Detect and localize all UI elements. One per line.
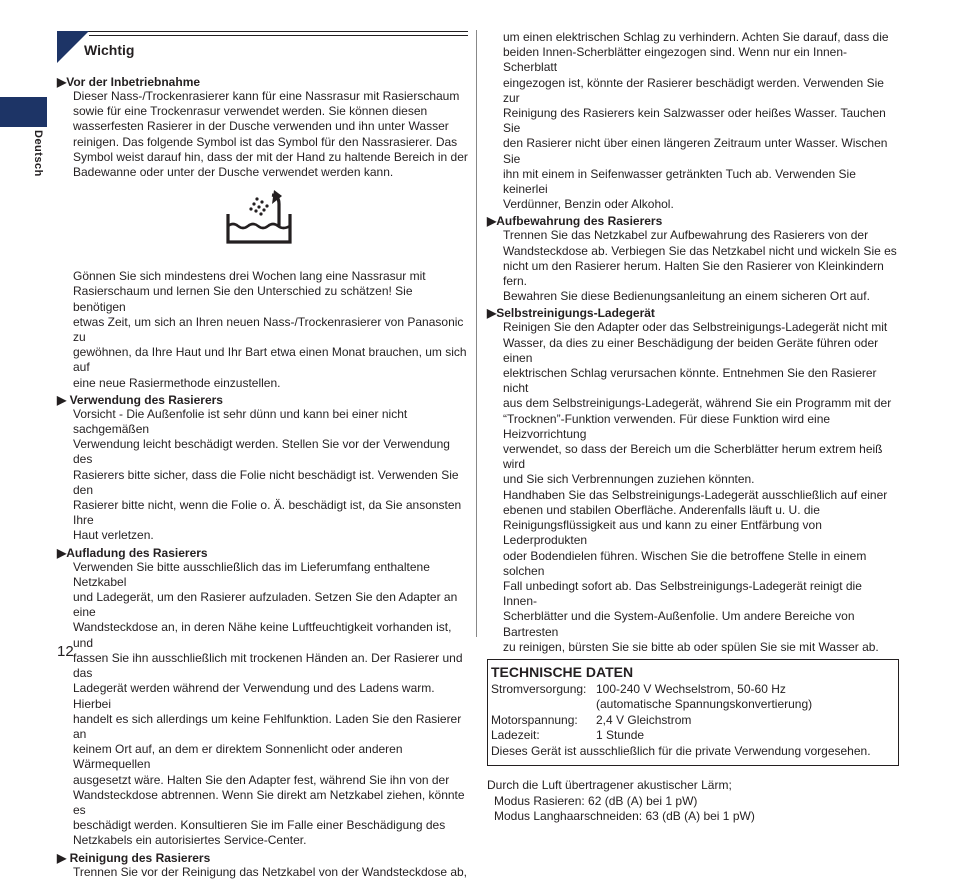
column-divider: [476, 30, 477, 637]
tech-value: 2,4 V Gleichstrom: [596, 712, 692, 727]
text-line: Haut verletzen.: [73, 528, 154, 543]
text-line: Reinigungsflüssigkeit aus und kann zu einer Entfärbung von Lederprodukten: [503, 518, 822, 548]
paragraph-vor-inbetriebnahme: [73, 89, 468, 180]
text-line: “Trocknen”-Funktion verwenden. Für diese Funktion wird eine Heizvorrichtung: [503, 411, 831, 441]
heading-selbstreinigung: ▶Selbstreinigungs-Ladegerät: [487, 306, 655, 321]
text-line: zu reinigen, bürsten Sie sie bitte ab oder spülen Sie sie mit Wasser ab.: [503, 639, 879, 654]
text-line: Handhaben Sie das Selbstreinigungs-Ladegerät ausschließlich auf einer: [503, 487, 888, 502]
paragraph-verwendung: [73, 407, 468, 544]
text-line: fassen Sie ihn ausschließlich mit trockenen Händen an. Der Rasierer und das: [73, 650, 463, 681]
page-number: 12: [57, 643, 74, 660]
text-line: Verwenden Sie bitte ausschließlich das im Lieferumfang enthaltene Netzkabel: [73, 559, 430, 589]
tech-row: [491, 728, 895, 744]
language-label: Deutsch: [32, 130, 44, 177]
text-line: ihn mit einem in Seifenwasser getränkten Tuch ab. Verwenden Sie keinerlei: [503, 166, 856, 197]
tech-value: 1 Stunde: [596, 728, 645, 743]
noise-emission: [487, 778, 899, 824]
wet-use-symbol: [57, 187, 468, 269]
text-line: Trennen Sie das Netzkabel zur Aufbewahrung des Rasierers von der: [503, 228, 869, 243]
text-line: Ladegerät werden während der Verwendung und des Ladens warm. Hierbei: [73, 681, 435, 711]
text-line: nicht um den Rasierer herum. Halten Sie den Rasierer von Kleinkindern fern.: [503, 258, 884, 289]
technical-data-box: [487, 659, 899, 767]
text-line: Reinigung des Rasierers kein Salzwasser oder heißes Wasser. Tauchen Sie: [503, 106, 886, 136]
text-line: ausgesetzt wäre. Halten Sie den Adapter fest, während Sie ihn von der: [73, 772, 450, 787]
text-line: keinem Ort auf, an dem er direktem Sonnenlicht oder anderen Wärmequellen: [73, 742, 403, 772]
text-line: Trennen Sie vor der Reinigung das Netzkabel von der Wandsteckdose ab,: [73, 864, 468, 879]
text-line: aus dem Selbstreinigungs-Ladegerät, während Sie ein Programm mit der: [503, 396, 892, 411]
shower-bath-icon: [224, 188, 296, 248]
left-column: [57, 31, 468, 880]
noise-line: Modus Rasieren: 62 (dB (A) bei 1 pW): [494, 793, 698, 808]
text-line: Reinigen Sie den Adapter oder das Selbstreinigungs-Ladegerät nicht mit: [503, 320, 888, 335]
tech-row: [491, 682, 895, 698]
text-line: Verdünner, Benzin oder Alkohol.: [503, 197, 674, 212]
heading-reinigung: ▶ Reinigung des Rasierers: [57, 850, 211, 865]
text-line: beschädigt werden. Konsultieren Sie im Falle einer Beschädigung des: [73, 818, 446, 833]
text-line: reinigen. Das folgende Symbol ist das Symbol für den Nassrasierer. Das: [73, 134, 458, 149]
text-line: Bewahren Sie diese Bedienungsanleitung an einem sicheren Ort auf.: [503, 289, 870, 304]
wichtig-header: [57, 31, 468, 63]
text-line: Verwendung leicht beschädigt werden. Stellen Sie vor der Verwendung des: [73, 437, 450, 467]
section-title-wichtig: Wichtig: [84, 42, 135, 58]
heading-verwendung: ▶ Verwendung des Rasierers: [57, 392, 223, 407]
paragraph-goennen: [73, 269, 468, 391]
right-column: [487, 30, 899, 824]
technical-data-title: TECHNISCHE DATEN: [491, 663, 634, 680]
tech-value: (automatische Spannungskonvertierung): [596, 697, 813, 712]
tech-row: [491, 697, 895, 713]
paragraph-reinigung: [73, 865, 468, 880]
paragraph-aufladung: [73, 560, 468, 849]
text-line: oder Bodendielen führen. Wischen Sie die betroffene Stelle in einem solchen: [503, 548, 867, 578]
text-line: Wasser, da dies zu einer Beschädigung der beiden Geräte führen oder einen: [503, 335, 879, 365]
text-line: Netzkabels ein autorisiertes Service-Center.: [73, 833, 307, 848]
tech-value: 100-240 V Wechselstrom, 50-60 Hz: [596, 681, 786, 696]
text-line: wasserfesten Rasierer in der Dusche verwenden und ihn unter Wasser: [73, 119, 449, 134]
tech-label: [491, 697, 596, 713]
text-line: Wandsteckdose an, in deren Nähe keine Luftfeuchtigkeit vorhanden ist, und: [73, 620, 452, 650]
text-line: Gönnen Sie sich mindestens drei Wochen lang eine Nassrasur mit: [73, 269, 426, 284]
text-line: Scherblätter und die System-Außenfolie. Um andere Bereiche von Bartresten: [503, 609, 855, 639]
text-line: Wandsteckdose abtrennen. Wenn Sie direkt am Netzkabel ziehen, könnte es: [73, 787, 465, 817]
header-rule-top: [57, 31, 468, 32]
text-line: eingezogen ist, könnte der Rasierer beschädigt werden. Verwenden Sie zur: [503, 75, 884, 105]
text-line: Symbol weist darauf hin, dass der mit der Hand zu haltende Bereich in der: [73, 149, 468, 164]
tech-label: Motorspannung:: [491, 712, 578, 727]
language-tab: [0, 97, 47, 127]
text-line: Rasierschaum und lernen Sie den Unterschied zu schätzen! Sie benötigen: [73, 284, 413, 314]
text-line: und Sie sich Verbrennungen zuziehen könnten.: [503, 472, 755, 487]
text-line: eine neue Rasiermethode einzustellen.: [73, 375, 281, 390]
text-line: Rasierers bitte sicher, dass die Folie nicht beschädigt ist. Verwenden Sie den: [73, 467, 459, 497]
text-line: Vorsicht - Die Außenfolie ist sehr dünn und kann bei einer nicht sachgemäßen: [73, 406, 408, 437]
paragraph-aufbewahrung: [503, 228, 899, 304]
paragraph-selbstreinigung: [503, 320, 899, 654]
noise-line: Modus Langhaarschneiden: 63 (dB (A) bei 1 pW): [494, 808, 755, 823]
text-line: verwendet, so dass der Bereich um die Scherblätter herum extrem heiß wird: [503, 442, 883, 472]
text-line: Badewanne oder unter der Dusche verwendet werden kann.: [73, 165, 394, 180]
header-rule-bottom: [89, 35, 468, 36]
tech-label: Stromversorgung:: [491, 681, 587, 696]
text-line: ebenen und stabilen Oberfläche. Anderenfalls läuft u. U. die: [503, 502, 820, 517]
tech-label: Ladezeit:: [491, 728, 540, 743]
text-line: um einen elektrischen Schlag zu verhindern. Achten Sie darauf, dass die: [503, 30, 889, 44]
text-line: Dieser Nass-/Trockenrasierer kann für eine Nassrasur mit Rasierschaum: [73, 89, 460, 103]
text-line: Wandsteckdose ab. Verbiegen Sie das Netzkabel nicht und wickeln Sie es: [503, 243, 897, 258]
text-line: und Ladegerät, um den Rasierer aufzuladen. Setzen Sie den Adapter an eine: [73, 590, 458, 620]
tech-row: [491, 713, 895, 729]
text-line: sowie für eine Trockenrasur verwendet werden. Sie können diesen: [73, 104, 428, 119]
tech-note: Dieses Gerät ist ausschließlich für die private Verwendung vorgesehen.: [491, 743, 871, 758]
text-line: handelt es sich allerdings um keine Fehlfunktion. Laden Sie den Rasierer an: [73, 711, 462, 741]
heading-aufladung: ▶Aufladung des Rasierers: [57, 545, 208, 560]
heading-aufbewahrung: ▶Aufbewahrung des Rasierers: [487, 214, 663, 229]
text-line: elektrischen Schlag verursachen könnte. Entnehmen Sie den Rasierer nicht: [503, 366, 877, 396]
paragraph-reinigung-continued: [503, 30, 899, 212]
heading-vor-inbetriebnahme: ▶Vor der Inbetriebnahme: [57, 75, 201, 89]
text-line: Rasierer bitte nicht, wenn die Folie o. Ä. beschädigt ist, da Sie ansonsten Ihre: [73, 498, 462, 528]
text-line: etwas Zeit, um sich an Ihren neuen Nass-/Trockenrasierer von Panasonic zu: [73, 314, 464, 345]
text-line: Fall unbedingt sofort ab. Das Selbstreinigungs-Ladegerät reinigt die Innen-: [503, 578, 862, 609]
text-line: den Rasierer nicht über einen längeren Zeitraum unter Wasser. Wischen Sie: [503, 136, 888, 166]
text-line: beiden Innen-Scherblätter eingezogen sind. Wenn nur ein Innen-Scherblatt: [503, 45, 848, 75]
noise-intro: Durch die Luft übertragener akustischer Lärm;: [487, 778, 732, 793]
text-line: gewöhnen, da Ihre Haut und Ihr Bart etwa einen Monat brauchen, um sich auf: [73, 345, 467, 375]
